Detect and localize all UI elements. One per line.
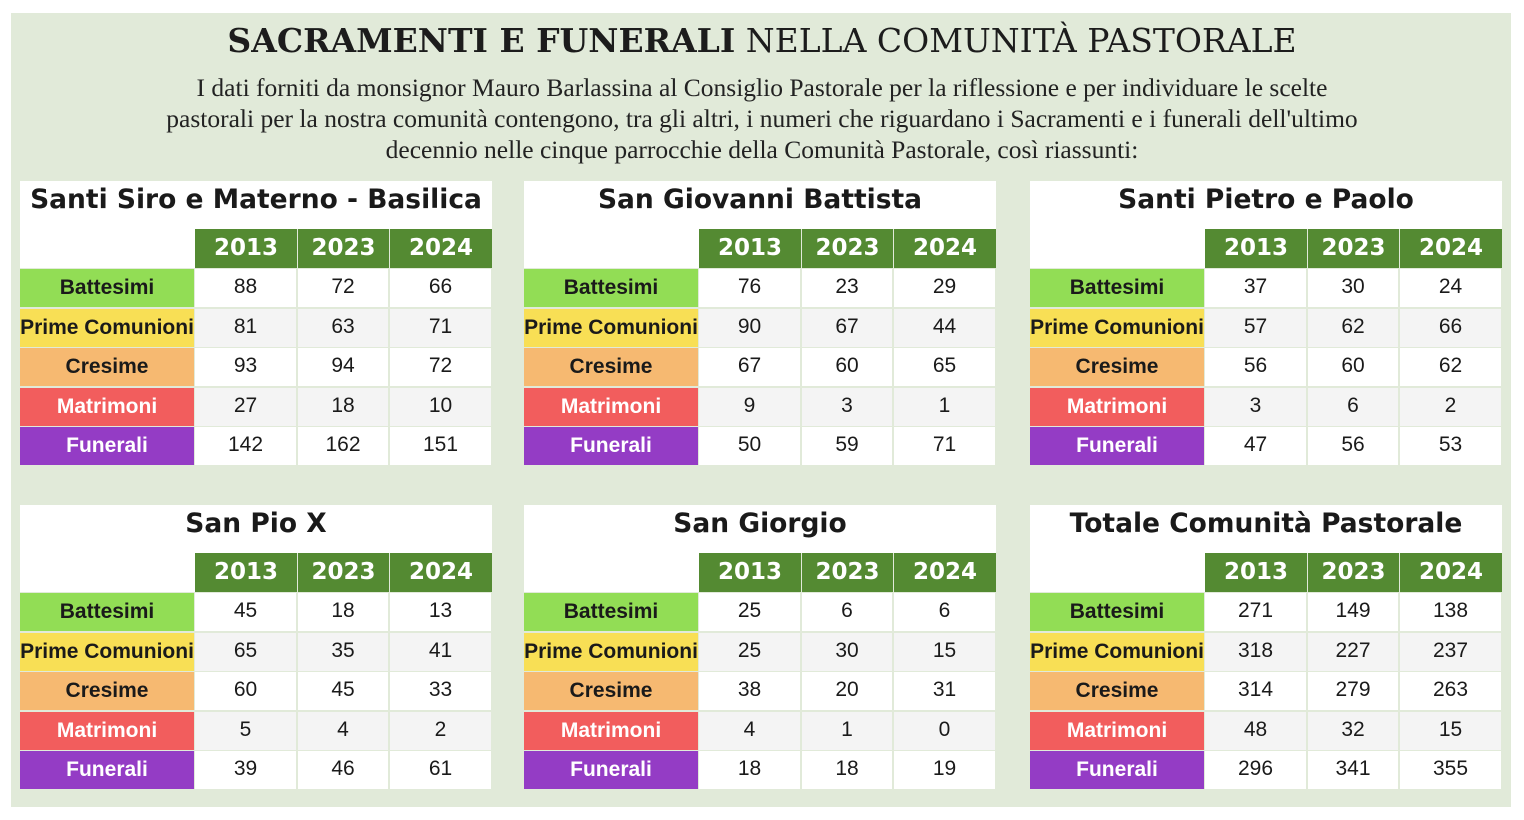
value-cell: 25 [699,633,800,671]
row-label: Cresime [1030,672,1204,710]
row-label: Funerali [1030,427,1204,465]
parish-table [20,181,492,467]
value-cell: 50 [699,427,800,465]
value-cell: 57 [1205,309,1306,347]
year-header: 2024 [1400,553,1502,592]
value-cell: 31 [894,672,995,710]
intro-line: decennio nelle cinque parrocchie della Comunità Pastorale, così riassunti: [385,135,1139,164]
parish-table [20,505,492,791]
value-cell: 296 [1205,751,1306,789]
value-cell: 2 [1400,388,1501,426]
year-header: 2024 [390,229,492,268]
row-label: Battesimi [20,593,194,631]
year-header: 2023 [298,229,389,268]
row-label: Matrimoni [1030,712,1204,750]
value-cell: 24 [1400,269,1501,307]
year-header: 2024 [1400,229,1502,268]
value-cell: 45 [298,672,388,710]
value-cell: 33 [390,672,491,710]
header-corner [524,229,699,268]
year-header: 2023 [802,553,893,592]
value-cell: 39 [195,751,296,789]
row-label: Matrimoni [20,388,194,426]
value-cell: 61 [390,751,491,789]
year-header: 2024 [894,229,996,268]
value-cell: 355 [1400,751,1501,789]
row-label: Prime Comunioni [20,633,194,671]
table-title: Santi Siro e Materno - Basilica [20,181,492,229]
value-cell: 30 [802,633,892,671]
value-cell: 66 [390,269,491,307]
row-label: Cresime [20,348,194,386]
header-corner [1030,229,1205,268]
row-label: Prime Comunioni [1030,309,1204,347]
value-cell: 44 [894,309,995,347]
value-cell: 60 [195,672,296,710]
value-cell: 271 [1205,593,1306,631]
value-cell: 56 [1308,427,1398,465]
value-cell: 29 [894,269,995,307]
value-cell: 63 [298,309,388,347]
row-label: Matrimoni [1030,388,1204,426]
value-cell: 37 [1205,269,1306,307]
value-cell: 46 [298,751,388,789]
row-label: Battesimi [524,593,698,631]
table-title: Totale Comunità Pastorale [1030,505,1502,553]
value-cell: 27 [195,388,296,426]
row-label: Funerali [524,751,698,789]
row-label: Funerali [20,427,194,465]
value-cell: 47 [1205,427,1306,465]
value-cell: 6 [1308,388,1398,426]
year-header: 2024 [894,553,996,592]
parish-table [1030,181,1502,467]
row-label: Cresime [524,672,698,710]
row-label: Matrimoni [524,712,698,750]
value-cell: 15 [894,633,995,671]
title-rest: NELLA COMUNITÀ PASTORALE [745,21,1297,60]
value-cell: 56 [1205,348,1306,386]
row-label: Battesimi [20,269,194,307]
value-cell: 59 [802,427,892,465]
row-label: Funerali [20,751,194,789]
value-cell: 13 [390,593,491,631]
value-cell: 18 [298,593,388,631]
value-cell: 314 [1205,672,1306,710]
value-cell: 142 [195,427,296,465]
value-cell: 72 [298,269,388,307]
value-cell: 138 [1400,593,1501,631]
row-label: Matrimoni [20,712,194,750]
parish-table [524,181,996,467]
value-cell: 71 [390,309,491,347]
value-cell: 35 [298,633,388,671]
row-label: Cresime [524,348,698,386]
value-cell: 6 [894,593,995,631]
title-bold: SACRAMENTI E FUNERALI [227,21,736,60]
value-cell: 71 [894,427,995,465]
value-cell: 3 [802,388,892,426]
row-label: Matrimoni [524,388,698,426]
page-title [0,21,1524,61]
year-header: 2023 [1308,229,1399,268]
value-cell: 1 [894,388,995,426]
header-corner [1030,553,1205,592]
value-cell: 65 [894,348,995,386]
header-corner [524,553,699,592]
value-cell: 81 [195,309,296,347]
value-cell: 151 [390,427,491,465]
value-cell: 318 [1205,633,1306,671]
header-corner [20,229,195,268]
value-cell: 18 [699,751,800,789]
value-cell: 67 [802,309,892,347]
value-cell: 18 [802,751,892,789]
parish-table [1030,505,1502,791]
table-title: San Pio X [20,505,492,553]
value-cell: 9 [699,388,800,426]
year-header: 2013 [195,229,297,268]
year-header: 2013 [699,553,801,592]
year-header: 2023 [298,553,389,592]
year-header: 2013 [699,229,801,268]
table-title: San Giorgio [524,505,996,553]
table-title: San Giovanni Battista [524,181,996,229]
row-label: Funerali [524,427,698,465]
year-header: 2013 [1205,553,1307,592]
year-header: 2023 [1308,553,1399,592]
value-cell: 32 [1308,712,1398,750]
row-label: Battesimi [1030,593,1204,631]
value-cell: 4 [699,712,800,750]
value-cell: 88 [195,269,296,307]
value-cell: 60 [1308,348,1398,386]
value-cell: 2 [390,712,491,750]
value-cell: 23 [802,269,892,307]
value-cell: 90 [699,309,800,347]
table-title: Santi Pietro e Paolo [1030,181,1502,229]
value-cell: 6 [802,593,892,631]
value-cell: 227 [1308,633,1398,671]
row-label: Prime Comunioni [524,633,698,671]
value-cell: 3 [1205,388,1306,426]
value-cell: 48 [1205,712,1306,750]
value-cell: 60 [802,348,892,386]
value-cell: 10 [390,388,491,426]
value-cell: 41 [390,633,491,671]
value-cell: 30 [1308,269,1398,307]
value-cell: 237 [1400,633,1501,671]
value-cell: 94 [298,348,388,386]
value-cell: 162 [298,427,388,465]
value-cell: 15 [1400,712,1501,750]
intro-line: pastorali per la nostra comunità contengono, tra gli altri, i numeri che riguardano i Sacramenti e i funerali dell'ultimo [166,104,1358,133]
value-cell: 0 [894,712,995,750]
year-header: 2024 [390,553,492,592]
value-cell: 62 [1400,348,1501,386]
value-cell: 93 [195,348,296,386]
row-label: Battesimi [524,269,698,307]
value-cell: 279 [1308,672,1398,710]
value-cell: 53 [1400,427,1501,465]
value-cell: 67 [699,348,800,386]
value-cell: 76 [699,269,800,307]
value-cell: 45 [195,593,296,631]
value-cell: 25 [699,593,800,631]
value-cell: 20 [802,672,892,710]
value-cell: 62 [1308,309,1398,347]
value-cell: 19 [894,751,995,789]
value-cell: 72 [390,348,491,386]
value-cell: 5 [195,712,296,750]
value-cell: 149 [1308,593,1398,631]
row-label: Funerali [1030,751,1204,789]
year-header: 2013 [1205,229,1307,268]
value-cell: 341 [1308,751,1398,789]
row-label: Prime Comunioni [1030,633,1204,671]
value-cell: 1 [802,712,892,750]
intro-line: I dati forniti da monsignor Mauro Barlassina al Consiglio Pastorale per la riflessione e per individuare le scelte [196,73,1328,102]
value-cell: 263 [1400,672,1501,710]
value-cell: 4 [298,712,388,750]
row-label: Prime Comunioni [524,309,698,347]
row-label: Cresime [20,672,194,710]
row-label: Battesimi [1030,269,1204,307]
value-cell: 66 [1400,309,1501,347]
header-corner [20,553,195,592]
value-cell: 65 [195,633,296,671]
value-cell: 18 [298,388,388,426]
parish-table [524,505,996,791]
year-header: 2023 [802,229,893,268]
value-cell: 38 [699,672,800,710]
year-header: 2013 [195,553,297,592]
intro-text [12,72,1512,165]
row-label: Cresime [1030,348,1204,386]
row-label: Prime Comunioni [20,309,194,347]
